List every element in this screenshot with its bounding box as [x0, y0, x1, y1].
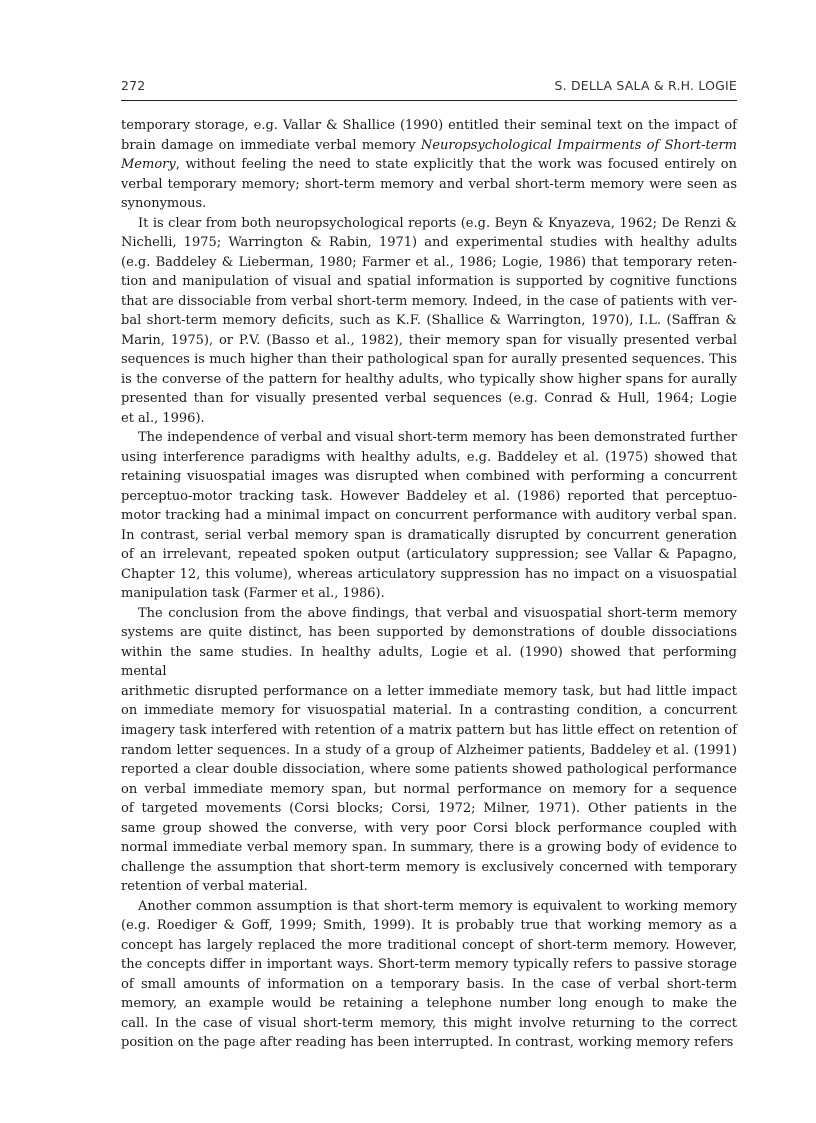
- running-title: S. DELLA SALA & R.H. LOGIE: [554, 78, 737, 93]
- text-line: [121, 1033, 737, 1053]
- text-line: [121, 545, 737, 565]
- text-line: [121, 311, 737, 331]
- text-segment: (e.g. Baddeley & Lieberman, 1980; Farmer et al., 1986; Logie, 1986) that temporary reten-: [121, 254, 737, 270]
- paragraph-2: [121, 214, 737, 429]
- text-line: [121, 604, 737, 624]
- text-line: [121, 194, 737, 214]
- italic-title-segment: Memory: [121, 157, 176, 173]
- text-line: [121, 487, 737, 507]
- paragraph-5: [121, 897, 737, 1053]
- text-segment: is the converse of the pattern for healthy adults, who typically show higher spans for aurally: [121, 371, 737, 387]
- text-line: [121, 741, 737, 761]
- text-segment: Another common assumption is that short-term memory is equivalent to working memory: [138, 898, 737, 914]
- text-line: [121, 409, 737, 429]
- text-segment: presented than for visually presented verbal sequences (e.g. Conrad & Hull, 1964; Logie: [121, 391, 737, 407]
- text-line: [121, 253, 737, 273]
- text-line: [121, 448, 737, 468]
- text-segment: It is clear from both neuropsychological reports (e.g. Beyn & Knyazeva, 1962; De Renzi &: [138, 215, 737, 231]
- text-segment: Chapter 12, this volume), whereas articulatory suppression has no impact on a visuospatial: [121, 566, 737, 582]
- text-line: [121, 526, 737, 546]
- text-segment: arithmetic disrupted performance on a letter immediate memory task, but had little impact: [121, 683, 737, 699]
- text-line: [121, 233, 737, 253]
- text-line: [121, 428, 737, 448]
- text-line: [121, 955, 737, 975]
- text-segment: of targeted movements (Corsi blocks; Corsi, 1972; Milner, 1971). Other patients in the: [121, 801, 737, 817]
- text-line: [121, 819, 737, 839]
- text-segment: retaining visuospatial images was disrupted when combined with performing a concurrent: [121, 469, 737, 485]
- text-line: [121, 350, 737, 370]
- page-number: 272: [121, 78, 146, 93]
- text-line: [121, 584, 737, 604]
- text-segment: retention of verbal material.: [121, 879, 308, 895]
- text-line: [121, 272, 737, 292]
- text-segment: that are dissociable from verbal short-term memory. Indeed, in the case of patients with ver-: [121, 293, 737, 309]
- text-line: [121, 643, 737, 682]
- text-line: [121, 838, 737, 858]
- text-line: [121, 136, 737, 156]
- text-segment: synonymous.: [121, 196, 207, 212]
- text-line: [121, 175, 737, 195]
- text-segment: The independence of verbal and visual short-term memory has been demonstrated further: [138, 430, 737, 446]
- text-segment: verbal temporary memory; short-term memory and verbal short-term memory were seen as: [121, 176, 737, 192]
- italic-title-segment: Neuropsychological Impairments of Short-term: [420, 137, 738, 153]
- text-line: [121, 994, 737, 1014]
- text-segment: same group showed the converse, with very poor Corsi block performance coupled with: [121, 820, 737, 836]
- text-line: [121, 331, 737, 351]
- text-line: [121, 292, 737, 312]
- text-segment: on verbal immediate memory span, but normal performance on memory for a sequence: [121, 781, 737, 797]
- text-line: [121, 916, 737, 936]
- text-segment: (e.g. Roediger & Goff, 1999; Smith, 1999). It is probably true that working memory as a: [121, 918, 737, 934]
- text-segment: Nichelli, 1975; Warrington & Rabin, 1971) and experimental studies with healthy adults: [121, 235, 737, 251]
- text-segment: imagery task interfered with retention of a matrix pattern but has little effect on retention of: [121, 722, 737, 738]
- text-segment: systems are quite distinct, has been supported by demonstrations of double dissociations: [121, 625, 737, 641]
- text-line: [121, 975, 737, 995]
- text-line: [121, 701, 737, 721]
- paragraph-4: [121, 604, 737, 897]
- text-line: [121, 506, 737, 526]
- text-line: [121, 858, 737, 878]
- text-segment: manipulation task (Farmer et al., 1986).: [121, 586, 385, 602]
- header-rule: [121, 100, 737, 101]
- text-segment: The conclusion from the above findings, that verbal and visuospatial short-term memory: [138, 605, 737, 621]
- text-segment: Marin, 1975), or P.V. (Basso et al., 1982), their memory span for visually presented verbal: [121, 332, 737, 348]
- text-line: [121, 721, 737, 741]
- text-segment: using interference paradigms with healthy adults, e.g. Baddeley et al. (1975) showed that: [121, 449, 737, 465]
- text-line: [121, 116, 737, 136]
- text-line: [121, 155, 737, 175]
- text-segment: sequences is much higher than their pathological span for aurally presented sequences. This: [121, 352, 737, 368]
- text-segment: bal short-term memory deficits, such as K.F. (Shallice & Warrington, 1970), I.L. (Saffran &: [121, 313, 737, 329]
- text-segment: on immediate memory for visuospatial material. In a contrasting condition, a concurrent: [121, 703, 737, 719]
- text-segment: reported a clear double dissociation, where some patients showed pathological performance: [121, 762, 737, 778]
- text-line: [121, 936, 737, 956]
- text-segment: random letter sequences. In a study of a group of Alzheimer patients, Baddeley et al. (1991): [121, 742, 737, 758]
- paragraph-3: [121, 428, 737, 604]
- text-line: [121, 877, 737, 897]
- text-line: [121, 467, 737, 487]
- text-segment: challenge the assumption that short-term memory is exclusively concerned with temporary: [121, 859, 737, 875]
- text-segment: brain damage on immediate verbal memory: [121, 137, 421, 153]
- text-line: [121, 682, 737, 702]
- text-segment: In contrast, serial verbal memory span is dramatically disrupted by concurrent generation: [121, 527, 737, 543]
- text-segment: within the same studies. In healthy adults, Logie et al. (1990) showed that performing mental: [121, 644, 737, 680]
- text-segment: normal immediate verbal memory span. In summary, there is a growing body of evidence to: [121, 840, 737, 856]
- text-line: [121, 799, 737, 819]
- text-line: [121, 623, 737, 643]
- text-segment: of small amounts of information on a temporary basis. In the case of verbal short-term: [121, 976, 737, 992]
- text-segment: tion and manipulation of visual and spatial information is supported by cognitive functions: [121, 274, 737, 290]
- text-line: [121, 389, 737, 409]
- text-segment: , without feeling the need to state explicitly that the work was focused entirely on: [175, 157, 737, 173]
- text-line: [121, 565, 737, 585]
- text-segment: call. In the case of visual short-term memory, this might involve returning to the correct: [121, 1015, 737, 1031]
- text-segment: perceptuo-motor tracking task. However Baddeley et al. (1986) reported that perceptuo-: [121, 488, 737, 504]
- text-line: [121, 214, 737, 234]
- text-segment: memory, an example would be retaining a telephone number long enough to make the: [121, 996, 737, 1012]
- text-segment: the concepts differ in important ways. Short-term memory typically refers to passive storage: [121, 957, 737, 973]
- text-line: [121, 370, 737, 390]
- text-segment: temporary storage, e.g. Vallar & Shallice (1990) entitled their seminal text on the impact of: [121, 118, 737, 133]
- body-text: [121, 116, 737, 1053]
- text-segment: of an irrelevant, repeated spoken output (articulatory suppression; see Vallar & Papagno,: [121, 547, 737, 563]
- running-head: [121, 78, 737, 100]
- text-line: [121, 1014, 737, 1034]
- paragraph-1: [121, 116, 737, 214]
- text-segment: motor tracking had a minimal impact on concurrent performance with auditory verbal span.: [121, 508, 737, 524]
- text-segment: et al., 1996).: [121, 410, 205, 426]
- text-line: [121, 780, 737, 800]
- text-segment: position on the page after reading has been interrupted. In contrast, working memory refers: [121, 1035, 734, 1051]
- text-line: [121, 897, 737, 917]
- text-segment: concept has largely replaced the more traditional concept of short-term memory. However,: [121, 937, 737, 953]
- text-line: [121, 760, 737, 780]
